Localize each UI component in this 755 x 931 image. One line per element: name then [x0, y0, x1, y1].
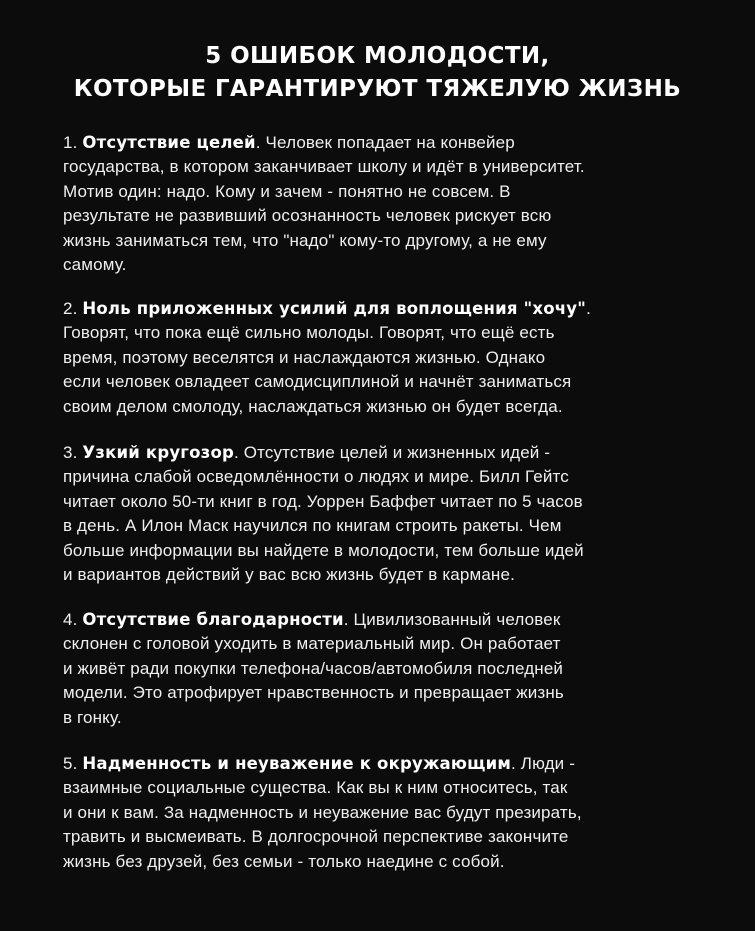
item-text-line: если человек овладеет самодисциплиной и начнёт заниматься: [63, 372, 572, 392]
item-first-line: [63, 608, 713, 632]
item-text-line: Мотив один: надо. Кому и зачем - понятно не совсем. В: [63, 181, 511, 201]
item-text-line: склонен с головой уходить в материальный мир. Он работает: [63, 634, 561, 654]
item-text-line: больше информации вы найдете в молодости, тем больше идей: [63, 540, 584, 560]
item-text-line: травить и высмеивать. В долгосрочной перспективе закончите: [63, 827, 569, 847]
list-item-2: [63, 297, 713, 419]
item-text-line: и вариантов действий у вас всю жизнь будет в кармане.: [63, 565, 515, 585]
item-heading: Узкий кругозор: [82, 443, 234, 462]
item-text-line: читает около 50-ти книг в год. Уоррен Баффет читает по 5 часов: [63, 491, 583, 511]
list-item-5: [63, 752, 713, 874]
list-item-3: [63, 441, 713, 587]
item-first-line: [63, 752, 713, 776]
item-text-line: в день. А Илон Маск научился по книгам строить ракеты. Чем: [63, 516, 562, 536]
item-text-line: и они к вам. За надменность и неуважение вас будут презирать,: [63, 802, 582, 822]
item-first-line: [63, 131, 713, 155]
item-heading: Надменность и неуважение к окружающим: [82, 754, 512, 773]
item-text: . Люди -: [511, 754, 576, 773]
item-text-line: в гонку.: [63, 707, 122, 727]
item-text-line: Говорят, что пока ещё сильно молоды. Говорят, что ещё есть: [63, 323, 555, 343]
list-item-4: [63, 608, 713, 730]
item-text-line: жизнь без друзей, без семьи - только наедине с собой.: [63, 851, 505, 871]
item-first-line: [63, 297, 713, 321]
item-heading: Отсутствие целей: [82, 133, 256, 152]
title-line-2: КОТОРЫЕ ГАРАНТИРУЮТ ТЯЖЕЛУЮ ЖИЗНЬ: [73, 76, 682, 102]
page-title: [0, 40, 755, 106]
item-text-line: своим делом смолоду, наслаждаться жизнью он будет всегда.: [63, 396, 563, 416]
item-text-line: результате не развивший осознанность человек рискует всю: [63, 206, 552, 226]
item-text-line: модели. Это атрофирует нравственность и превращает жизнь: [63, 683, 564, 703]
item-text-line: жизнь заниматься тем, что "надо" кому-то другому, а не ему: [63, 230, 547, 250]
item-text: . Отсутствие целей и жизненных идей -: [234, 443, 551, 462]
item-text-line: взаимные социальные существа. Как вы к ним относитесь, так: [63, 778, 568, 798]
item-text-line: самому.: [63, 255, 127, 275]
list-item-1: [63, 131, 713, 277]
item-text-line: и живёт ради покупки телефона/часов/автомобиля последней: [63, 658, 564, 678]
item-number: 1.: [63, 133, 78, 152]
item-number: 3.: [63, 443, 78, 462]
title-line-1: 5 ОШИБОК МОЛОДОСТИ,: [205, 43, 550, 69]
item-heading: Ноль приложенных усилий для воплощения "хочу": [82, 299, 587, 318]
item-number: 5.: [63, 754, 78, 773]
item-first-line: [63, 441, 713, 465]
item-number: 4.: [63, 610, 78, 629]
item-heading: Отсутствие благодарности: [82, 610, 344, 629]
item-number: 2.: [63, 299, 78, 318]
item-text-line: время, поэтому веселятся и наслаждаются жизнью. Однако: [63, 347, 546, 367]
item-text: . Цивилизованный человек: [343, 610, 561, 629]
item-text: .: [586, 299, 591, 318]
item-text-line: государства, в котором заканчивает школу и идёт в университет.: [63, 157, 585, 177]
item-text-line: причина слабой осведомлённости о людях и мире. Билл Гейтс: [63, 467, 569, 487]
item-text: . Человек попадает на конвейер: [255, 133, 515, 152]
